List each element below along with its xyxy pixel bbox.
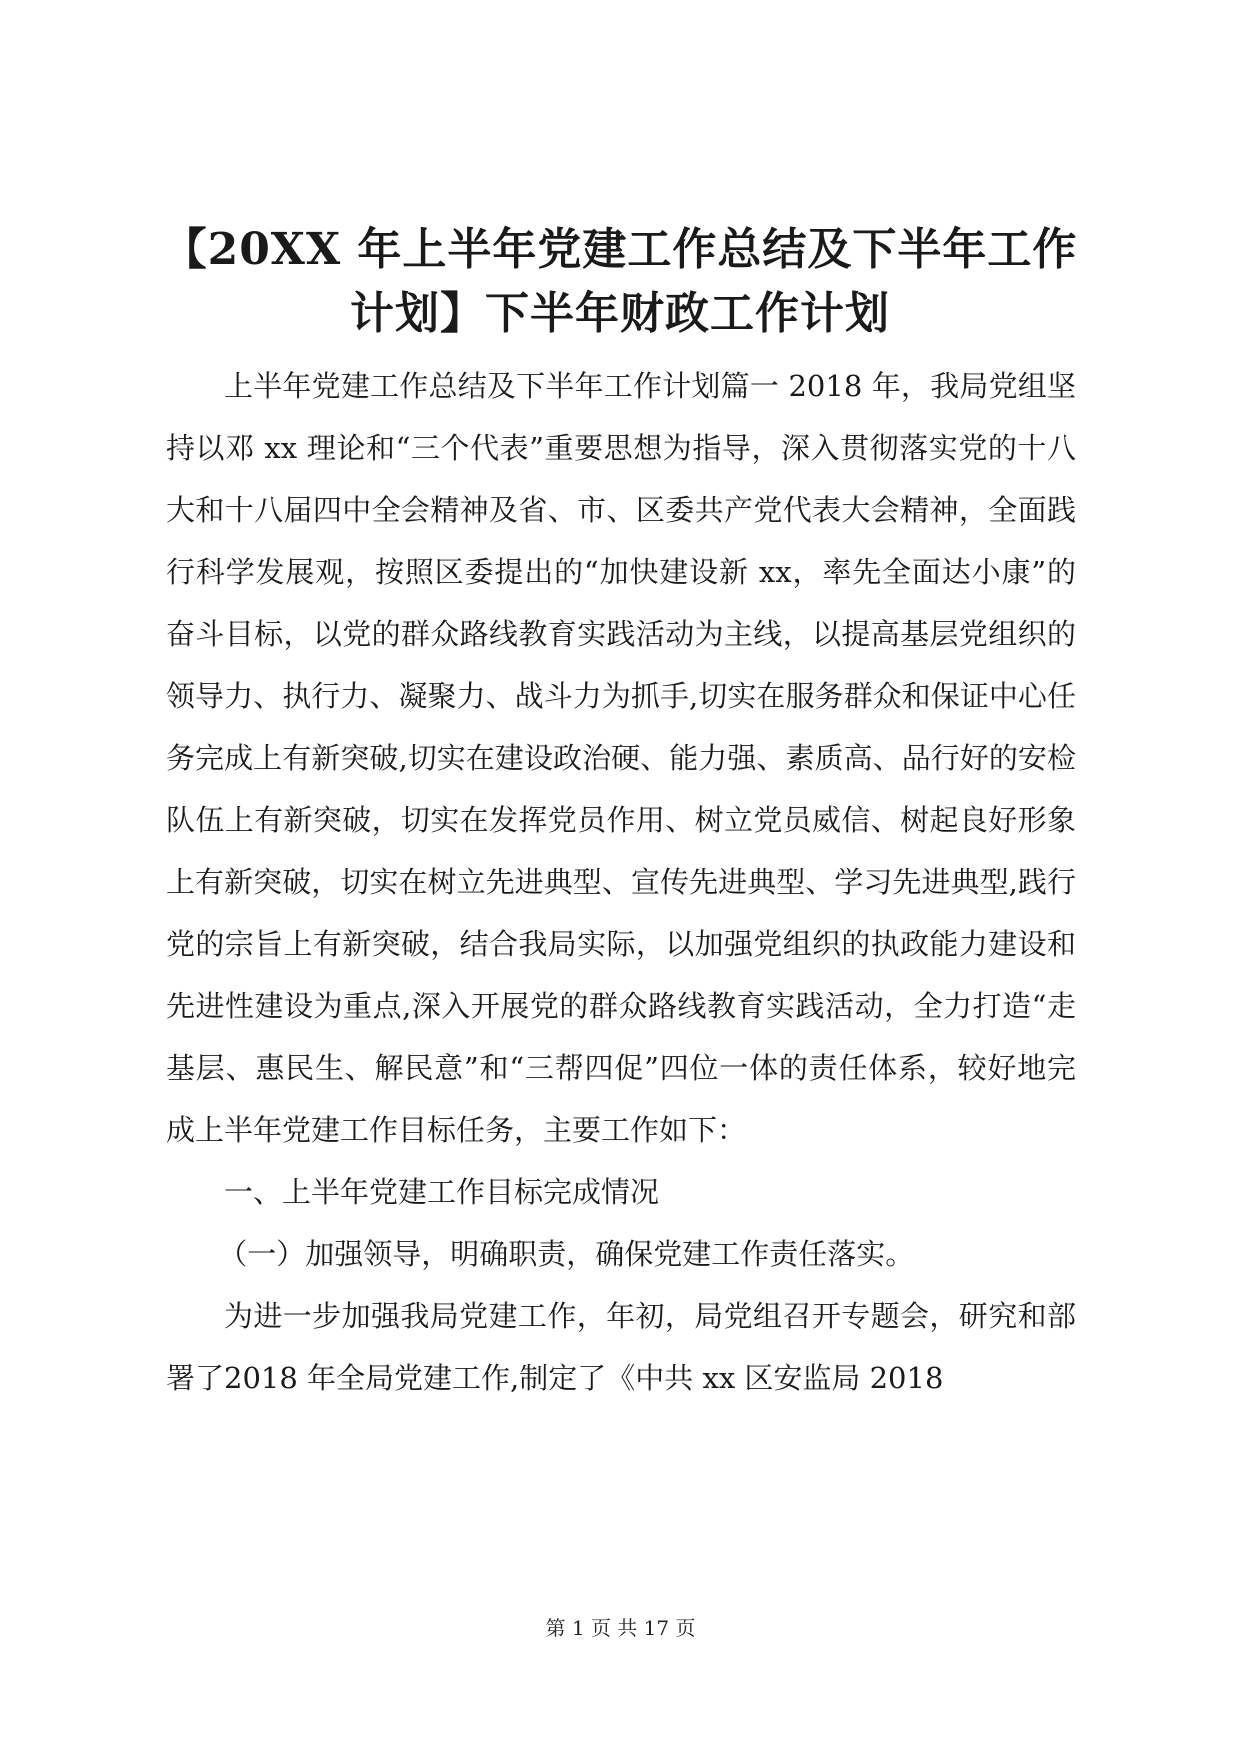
body-paragraph: 为进一步加强我局党建工作，年初，局党组召开专题会，研究和部署了2018 年全局党建工作,制定了《中共 xx 区安监局 2018: [166, 1299, 1076, 1395]
section-heading: 一、上半年党建工作目标完成情况: [224, 1175, 660, 1209]
subsection-heading: （一）加强领导，明确职责，确保党建工作责任落实。: [218, 1237, 915, 1271]
document-title: [160, 218, 1080, 346]
title-line-2: 计划】下半年财政工作计划: [350, 288, 890, 339]
page-number-label: 第 1 页 共 17 页: [545, 1616, 696, 1640]
title-line-1: 【20XX 年上半年党建工作总结及下半年工作: [162, 224, 1078, 275]
page-footer: [0, 1614, 1241, 1642]
intro-paragraph: 上半年党建工作总结及下半年工作计划篇一 2018 年，我局党组坚持以邓 xx 理论和“三个代表”重要思想为指导，深入贯彻落实党的十八大和十八届四中全会精神及省、市、区委共产党代表大会精神，全面践行科学发展观，按照区委提出的“加快建设新 xx，率先全面达小康”的奋斗目标，以党的群众路线教育实践活动为主线，以提高基层党组织的领导力、执行力、凝聚力、战斗力为抓手,切实在服务群众和保证中心任务完成上有新突破,切实在建设政治硬、能力强、素质高、品行好的安检队伍上有新突破，切实在发挥党员作用、树立党员威信、树起良好形象上有新突破，切实在树立先进典型、宣传先进典型、学习先进典型,践行党的宗旨上有新突破，结合我局实际，以加强党组织的执政能力建设和先进性建设为重点,深入开展党的群众路线教育实践活动，全力打造“走基层、惠民生、解民意”和“三帮四促”四位一体的责任体系，较好地完成上半年党建工作目标任务，主要工作如下：: [166, 369, 1076, 1147]
document-body: [166, 355, 1076, 1409]
